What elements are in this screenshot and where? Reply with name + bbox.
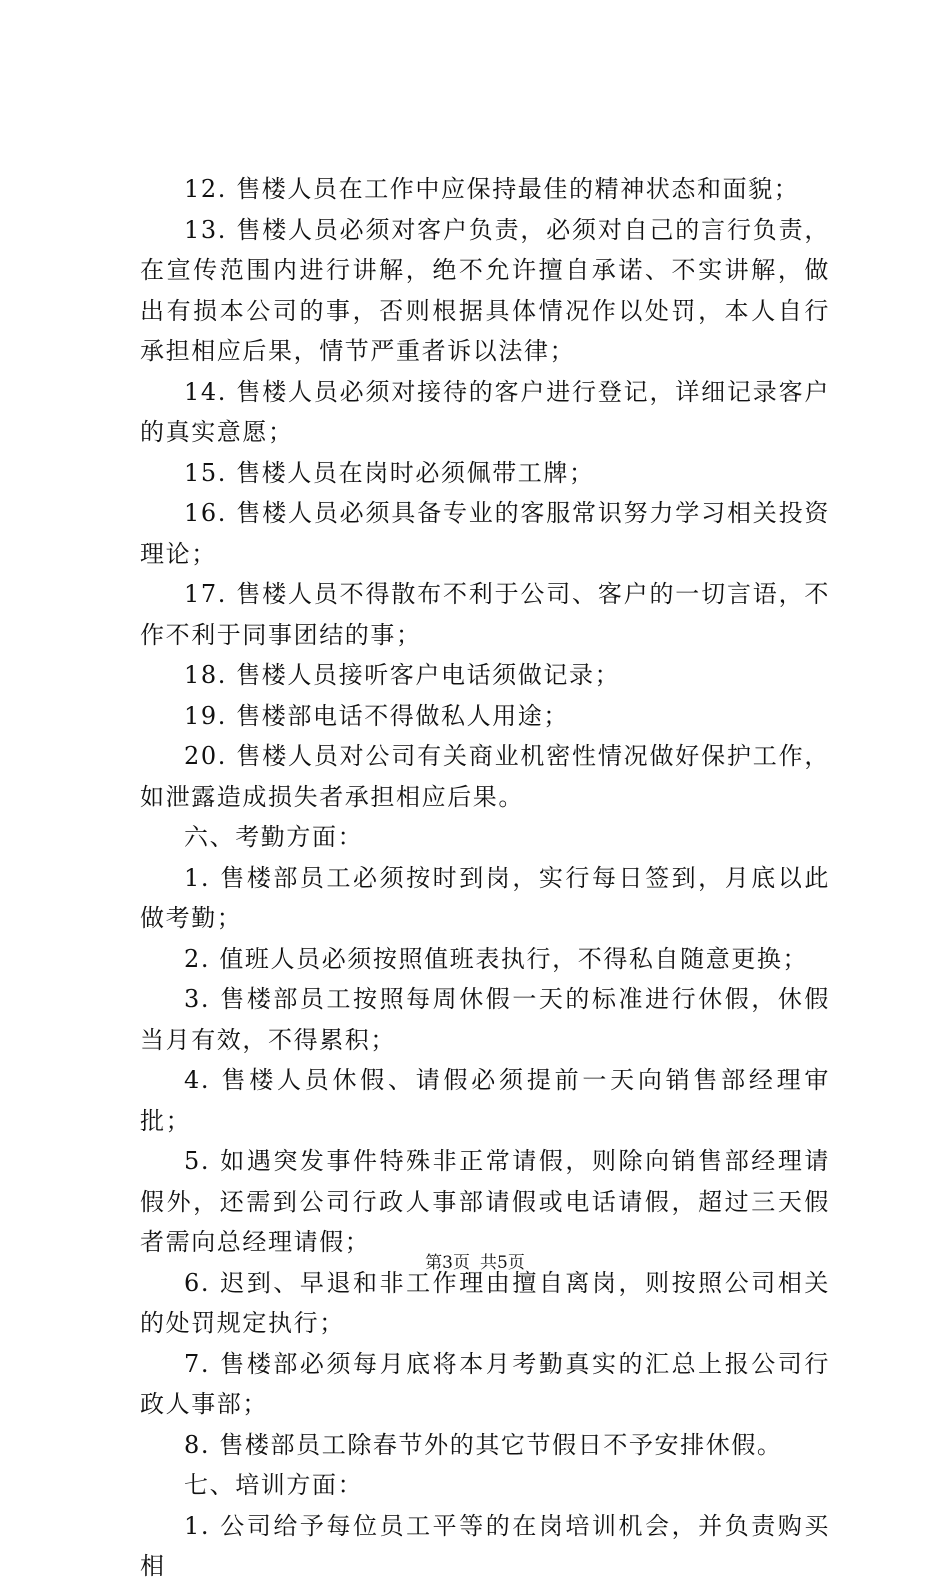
document-body [140, 169, 830, 1587]
training-item-1: 1. 公司给予每位员工平等的在岗培训机会，并负责购买相 [140, 1511, 830, 1580]
paragraph-16: 16. 售楼人员必须具备专业的客服常识努力学习相关投资理论； [140, 499, 830, 568]
attendance-item-4: 4. 售楼人员休假、请假必须提前一天向销售部经理审批； [140, 1066, 830, 1135]
paragraph-12: 12. 售楼人员在工作中应保持最佳的精神状态和面貌； [184, 175, 800, 203]
attendance-item-5: 5. 如遇突发事件特殊非正常请假，则除向销售部经理请假外，还需到公司行政人事部请假或电话请假，超过三天假者需向总经理请假； [140, 1147, 830, 1256]
attendance-item-3: 3. 售楼部员工按照每周休假一天的标准进行休假，休假当月有效，不得累积； [140, 985, 830, 1054]
attendance-item-7: 7. 售楼部必须每月底将本月考勤真实的汇总上报公司行政人事部； [140, 1349, 830, 1418]
section-heading-training: 七、培训方面： [184, 1471, 364, 1499]
attendance-item-6: 6. 迟到、早退和非工作理由擅自离岗，则按照公司相关的处罚规定执行； [140, 1268, 830, 1337]
paragraph-18: 18. 售楼人员接听客户电话须做记录； [184, 661, 621, 689]
page-number-current: 第3页 [425, 1253, 470, 1273]
page-footer [0, 1248, 950, 1273]
paragraph-20: 20. 售楼人员对公司有关商业机密性情况做好保护工作，如泄露造成损失者承担相应后果。 [140, 742, 830, 811]
page-number-total: 共5页 [480, 1253, 525, 1273]
paragraph-13: 13. 售楼人员必须对客户负责，必须对自己的言行负责，在宣传范围内进行讲解，绝不允许擅自承诺、不实讲解，做出有损本公司的事，否则根据具体情况作以处罚，本人自行承担相应后果，情节严重者诉以法律； [140, 215, 830, 365]
attendance-item-2: 2. 值班人员必须按照值班表执行，不得私自随意更换； [184, 944, 809, 973]
attendance-item-1: 1. 售楼部员工必须按时到岗，实行每日签到，月底以此做考勤； [140, 863, 830, 932]
paragraph-19: 19. 售楼部电话不得做私人用途； [184, 701, 569, 730]
attendance-item-8: 8. 售楼部员工除春节外的其它节假日不予安排休假。 [184, 1430, 783, 1459]
paragraph-17: 17. 售楼人员不得散布不利于公司、客户的一切言语，不作不利于同事团结的事； [140, 580, 830, 649]
paragraph-15: 15. 售楼人员在岗时必须佩带工牌； [184, 458, 595, 487]
paragraph-14: 14. 售楼人员必须对接待的客户进行登记，详细记录客户的真实意愿； [140, 377, 830, 446]
section-heading-attendance: 六、考勤方面： [184, 823, 364, 851]
